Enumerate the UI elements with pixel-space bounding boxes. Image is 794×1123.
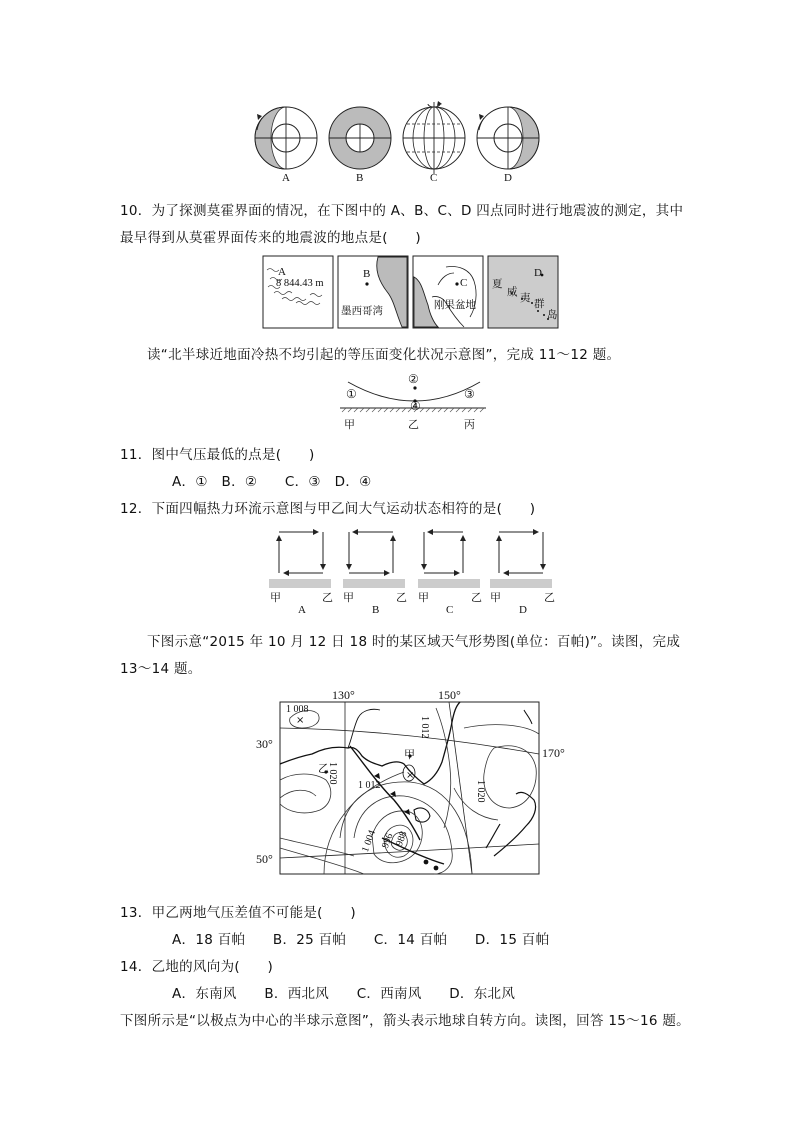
circ-label-c: C	[446, 604, 454, 616]
q13-options: A．18 百帕 B．25 百帕 C．14 百帕 D．15 百帕	[172, 932, 550, 948]
circulation-c	[424, 532, 463, 573]
congo-basin-label: 刚果盆地	[434, 299, 476, 311]
hawaii-char-3: 夷	[520, 292, 531, 304]
circ-label-d: D	[519, 604, 527, 616]
seismic-point-a: A	[278, 266, 286, 278]
place-yi: 乙	[318, 762, 329, 775]
seismic-point-b: B	[363, 268, 371, 280]
globe-label-a: A	[282, 172, 290, 184]
q11-stem: 11．图中气压最低的点是( )	[120, 447, 315, 463]
ground-jia: 甲	[344, 418, 355, 431]
lon-130: 130°	[332, 688, 355, 702]
circ-c-left: 甲	[418, 591, 429, 604]
isobar-label-1008: 1 008	[286, 704, 309, 715]
circ-label-b: B	[372, 604, 380, 616]
isobar-label-996: 996	[380, 831, 396, 850]
hawaii-char-2: 威	[507, 286, 518, 298]
circ-d-right: 乙	[544, 591, 555, 604]
circ-c-right: 乙	[471, 591, 482, 604]
circulation-figure	[266, 525, 566, 618]
circ-label-a: A	[298, 604, 306, 616]
q13-stem: 13．甲乙两地气压差值不可能是( )	[120, 905, 356, 921]
isobar-label-1020-west: 1 020	[327, 762, 338, 785]
seismic-point-d: D	[534, 267, 542, 279]
intro-13-14-line2: 13～14 题。	[120, 661, 202, 677]
isobar-figure	[338, 368, 488, 432]
globe-d	[477, 107, 539, 169]
circulation-d	[499, 532, 543, 573]
q14-stem: 14．乙地的风向为( )	[120, 959, 274, 975]
circ-a-right: 乙	[322, 591, 333, 604]
hawaii-char-1: 夏	[492, 278, 503, 290]
isobar-point-1: ①	[346, 387, 357, 401]
circulation-a	[279, 532, 323, 573]
seismic-figure	[262, 255, 562, 330]
globe-b	[329, 107, 391, 169]
circ-d-left: 甲	[490, 591, 501, 604]
isobar-point-2: ②	[408, 372, 419, 386]
globe-label-c: C	[430, 172, 438, 184]
isobar-label-1020-east: 1 020	[475, 780, 486, 803]
q10-line1: 10．为了探测莫霍界面的情况，在下图中的 A、B、C、D 四点同时进行地震波的测定，其中	[120, 203, 684, 219]
ground-bing: 丙	[464, 418, 475, 431]
isobar-point-3: ③	[464, 387, 475, 401]
circ-b-right: 乙	[396, 591, 407, 604]
globe-label-b: B	[356, 172, 364, 184]
seismic-panel-c	[413, 256, 483, 328]
isobar-label-988: 988	[394, 829, 410, 848]
isobar-label-1012-north: 1 012	[419, 716, 430, 739]
q10-line2: 最早得到从莫霍界面传来的地震波的地点是( )	[120, 230, 421, 246]
intro-15-16: 下图所示是“以极点为中心的半球示意图”，箭头表示地球自转方向。读图，回答 15～16 题。	[120, 1013, 690, 1029]
lon-170: 170°	[542, 746, 565, 760]
isobar-point-4: ④	[410, 399, 421, 413]
q11-options: A．① B．② C．③ D．④	[172, 474, 372, 490]
globe-a	[255, 107, 317, 169]
seismic-point-c: C	[460, 277, 468, 289]
hawaii-char-5: 岛	[547, 309, 558, 321]
place-jia: 甲	[404, 748, 415, 761]
circ-b-left: 甲	[343, 591, 354, 604]
globe-c	[403, 101, 465, 174]
q14-options: A．东南风 B．西北风 C．西南风 D．东北风	[172, 986, 516, 1002]
ground-yi: 乙	[408, 418, 419, 431]
intro-11-12: 读“北半球近地面冷热不均引起的等压面变化状况示意图”，完成 11～12 题。	[147, 347, 621, 363]
gulf-of-mexico-label: 墨西哥湾	[341, 305, 383, 317]
q12-stem: 12．下面四幅热力环流示意图与甲乙间大气运动状态相符的是( )	[120, 501, 536, 517]
svg-text:×: ×	[406, 770, 415, 781]
circulation-b	[349, 532, 393, 573]
globe-label-d: D	[504, 172, 512, 184]
seismic-panel-a	[263, 256, 333, 328]
isobar-label-1004: 1 004	[360, 828, 379, 854]
weather-map-figure	[254, 688, 574, 876]
lon-150: 150°	[438, 688, 461, 702]
globes-figure	[250, 100, 550, 186]
intro-13-14-line1: 下图示意“2015 年 10 月 12 日 18 时的某区域天气形势图(单位：百帕)”。读图，完成	[147, 634, 681, 650]
circ-a-left: 甲	[270, 591, 281, 604]
seismic-height-value: 8 844.43 m	[276, 278, 324, 289]
hawaii-char-4: 群	[534, 298, 545, 310]
lat-50: 50°	[256, 852, 273, 866]
lat-30: 30°	[256, 737, 273, 751]
svg-text:×: ×	[296, 715, 305, 726]
isobar-label-1012-south: 1 012	[358, 780, 381, 791]
